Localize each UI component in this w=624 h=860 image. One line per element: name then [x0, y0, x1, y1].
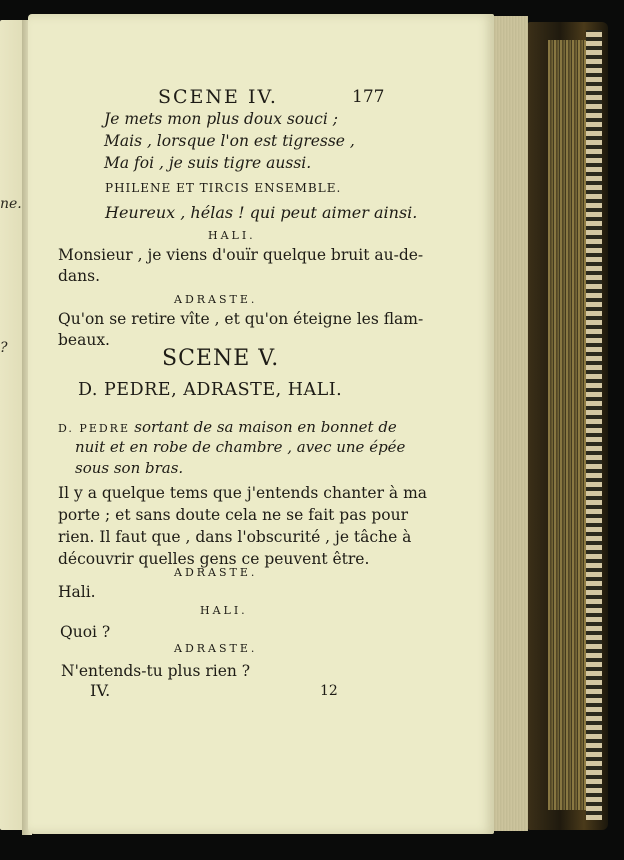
speaker-name: ADRASTE. — [174, 642, 258, 655]
dialogue-line: découvrir quelles gens ce peuvent être. — [58, 550, 370, 568]
dialogue-line: rien. Il faut que , dans l'obscurité , je tâche à — [58, 528, 412, 546]
speaker-name: HALI. — [200, 604, 248, 617]
dialogue-line: Heureux , hélas ! qui peut aimer ainsi. — [105, 203, 418, 222]
page-number: 177 — [352, 87, 385, 107]
left-page-fragment: ne. — [0, 196, 22, 212]
dialogue-line: beaux. — [58, 331, 110, 349]
dialogue-line: N'entends-tu plus rien ? — [61, 662, 251, 680]
speaker-name: ADRASTE. — [174, 293, 258, 306]
dialogue-line: Hali. — [58, 583, 96, 601]
verse-line: Ma foi , je suis tigre aussi. — [104, 154, 312, 172]
stage-direction-line: nuit et en robe de chambre , avec une épée — [75, 438, 406, 456]
speaker-name: ADRASTE. — [174, 566, 258, 579]
sheet-number: 12 — [320, 683, 338, 699]
speaker-name: PHILENE ET TIRCIS ENSEMBLE. — [105, 181, 342, 195]
verse-line: Je mets mon plus doux souci ; — [104, 110, 338, 128]
dialogue-line: Monsieur , je viens d'ouïr quelque bruit au-de- — [58, 246, 424, 264]
speaker-name: D. PEDRE — [58, 422, 130, 435]
stage-direction-line: sortant de sa maison en bonnet de — [134, 418, 397, 436]
scene-title: SCENE V. — [162, 346, 280, 371]
dialogue-line: dans. — [58, 267, 101, 285]
verse-line: Mais , lorsque l'on est tigresse , — [104, 132, 355, 150]
dialogue-line: Il y a quelque tems que j'entends chanter à ma — [58, 484, 428, 502]
signature-mark: IV. — [90, 681, 111, 700]
dialogue-line: porte ; et sans doute cela ne se fait pas pour — [58, 506, 408, 524]
page-block-edge — [488, 16, 528, 831]
book-page — [28, 14, 494, 834]
dialogue-line: Quoi ? — [60, 623, 111, 641]
stage-direction-line: sous son bras. — [75, 459, 184, 477]
running-header: SCENE IV. — [158, 86, 278, 108]
left-page-fragment: ? — [0, 340, 8, 356]
spine-decoration — [586, 30, 602, 820]
dialogue-line: Qu'on se retire vîte , et qu'on éteigne les flam- — [58, 310, 424, 328]
scene-characters: D. PEDRE, ADRASTE, HALI. — [78, 380, 343, 400]
speaker-name: HALI. — [208, 229, 256, 242]
